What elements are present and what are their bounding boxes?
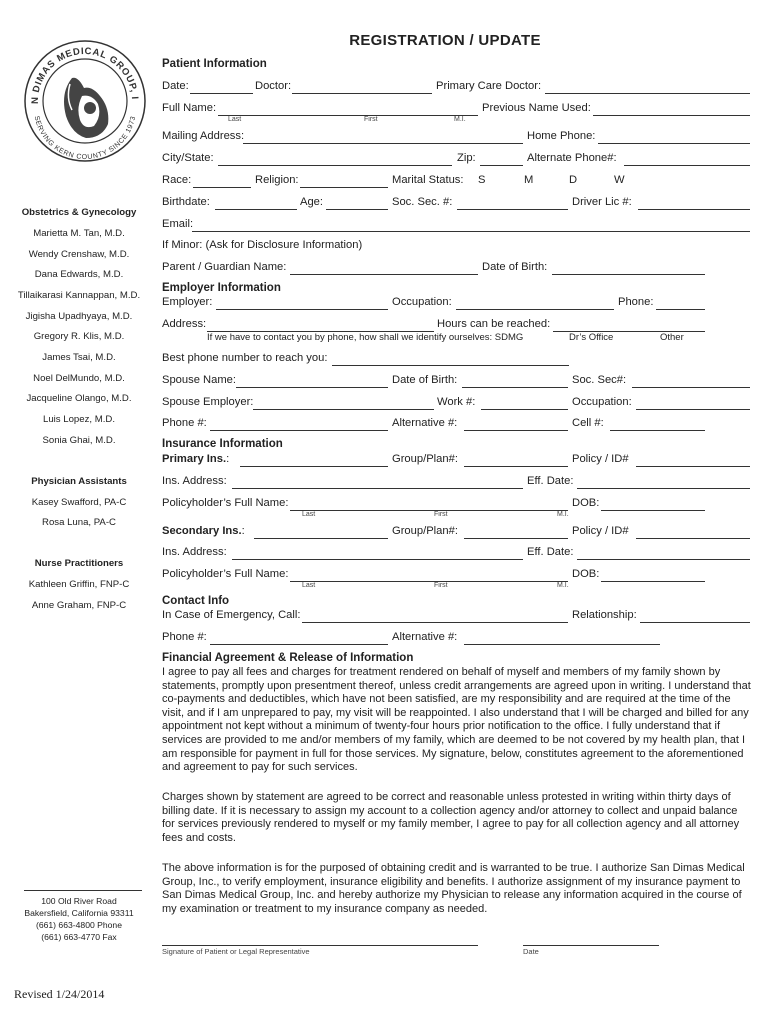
label-marital-status: Marital Status: (392, 174, 464, 186)
np-name: Kathleen Griffin, FNP-C (28, 579, 130, 590)
label-race: Race: (162, 174, 192, 186)
financial-paragraph-2: Charges shown by statement are agreed to be correct and reasonable unless protested in writing within thirty days of billing date. If it is necessary to assign my account to a collection agency and/or attorney to collect and unpaid balance for services previously rendered to myself or my family member, I agree to pay for all collection agency and all attorney fees and costs. (162, 791, 740, 844)
office-phone: (661) 663-4800 Phone (35, 920, 122, 930)
physician-name: Tillaikarasi Kannappan, M.D. (17, 290, 141, 301)
birthdate-field[interactable] (215, 209, 297, 210)
office-address-line: 100 Old River Road (41, 896, 117, 906)
label-email: Email: (162, 218, 194, 230)
ins-address-field-2[interactable] (232, 559, 523, 560)
label-occupation: Occupation: (392, 296, 452, 308)
employer-field[interactable] (216, 309, 388, 310)
best-phone-field[interactable] (332, 365, 569, 366)
label-policyholder-name-2: Policyholder’s Full Name: (162, 568, 289, 580)
label-spouse-ssn: Soc. Sec#: (572, 374, 627, 386)
financial-paragraph-1: I agree to pay all fees and charges for treatment rendered on behalf of myself and members of my family shown by statements, promptly upon presentment thereof, unless credit arrangements are agreed upon in writing. I understand that co-payments and deductibles, which have not been satisfied, are my responsibility and are required at the time of the visit, and if I am unprepared to pay, my visit will be reappointed. I also understand that I will be charged and billed for any appointment not kept without a minimum of twenty-four hours prior notification to the office. I fully understand that if services are provided to me and/or members of my family, which are deemed to be not covered by my health plan, that I am responsible for payment in full for those services. My signature, below, constitutes agreement to the aforementioned and agreement to pay for such services. (162, 666, 751, 774)
spouse-dob-field[interactable] (462, 387, 568, 388)
ssn-field[interactable] (457, 209, 568, 210)
office-address-line: Bakersfield, California 93311 (24, 908, 134, 918)
sublabel-last: Last (302, 582, 316, 589)
policyholder-dob-field[interactable] (601, 510, 705, 511)
svg-text:SERVING KERN COUNTY SINCE 1973: SERVING KERN COUNTY SINCE 1973 (32, 115, 138, 162)
physician-name: Dana Edwards, M.D. (34, 269, 124, 280)
mailing-address-field[interactable] (243, 143, 523, 144)
section-heading-insurance: Insurance Information (162, 438, 283, 450)
sidebar-heading-np: Nurse Practitioners (34, 558, 124, 569)
label-mailing-address: Mailing Address: (162, 130, 245, 142)
drivers-license-field[interactable] (638, 209, 750, 210)
physician-name: Sonia Ghai, M.D. (42, 435, 116, 446)
physician-name: Wendy Crenshaw, M.D. (28, 249, 130, 260)
sidebar-heading-pa: Physician Assistants (31, 476, 127, 487)
physician-name: Jacqueline Olango, M.D. (26, 393, 132, 404)
pa-name: Rosa Luna, PA-C (42, 517, 116, 528)
mother-child-logo-icon (22, 38, 148, 164)
sublabel-first: First (364, 116, 378, 123)
doctor-field[interactable] (292, 93, 432, 94)
work-number-field[interactable] (481, 409, 568, 410)
label-policy-id-2: Policy / ID# (572, 525, 629, 537)
label-policyholder-dob-2: DOB: (572, 568, 600, 580)
label-secondary-ins (162, 525, 245, 537)
option-drs-office[interactable]: Dr’s Office (569, 332, 614, 343)
policy-id-field-2[interactable] (636, 538, 750, 539)
spouse-name-field[interactable] (236, 387, 388, 388)
label-full-name: Full Name: (162, 102, 217, 114)
physician-name: Jigisha Upadhyaya, M.D. (25, 311, 133, 322)
secondary-ins-field[interactable] (254, 538, 388, 539)
sublabel-last: Last (228, 116, 242, 123)
label-home-phone: Home Phone: (527, 130, 596, 142)
sublabel-first: First (434, 582, 448, 589)
eff-date-field[interactable] (577, 488, 750, 489)
physician-name: Gregory R. Klis, M.D. (33, 331, 125, 342)
employer-phone-field[interactable] (656, 309, 705, 310)
label-policyholder-name: Policyholder’s Full Name: (162, 497, 289, 509)
age-field[interactable] (326, 209, 388, 210)
label-spouse-dob: Date of Birth: (392, 374, 458, 386)
alternate-phone-field[interactable] (624, 165, 750, 166)
label-employer: Employer: (162, 296, 213, 308)
section-heading-contact: Contact Info (162, 595, 230, 607)
group-plan-field[interactable] (464, 466, 568, 467)
label-contact-alt-phone: Alternative #: (392, 631, 458, 643)
label-zip: Zip: (457, 152, 476, 164)
label-previous-name: Previous Name Used: (482, 102, 591, 114)
label-birthdate: Birthdate: (162, 196, 210, 208)
sublabel-mi: M.I. (557, 511, 569, 518)
sublabel-mi: M.I. (454, 116, 466, 123)
signature-date-field[interactable] (523, 945, 659, 946)
sublabel-last: Last (302, 511, 316, 518)
marital-option-married[interactable]: M (524, 174, 534, 186)
label-cell: Cell #: (572, 417, 604, 429)
np-name: Anne Graham, FNP-C (31, 600, 127, 611)
signature-caption: Signature of Patient or Legal Representative (162, 947, 310, 956)
race-field[interactable] (193, 187, 251, 188)
label-ins-address-2: Ins. Address: (162, 546, 227, 558)
office-fax: (661) 663-4770 Fax (41, 932, 117, 942)
physician-name: Luis Lopez, M.D. (43, 414, 115, 425)
marital-option-widowed[interactable]: W (614, 174, 625, 186)
pa-name: Kasey Swafford, PA-C (31, 497, 127, 508)
policy-id-field[interactable] (636, 466, 750, 467)
spouse-employer-field[interactable] (253, 409, 434, 410)
city-state-field[interactable] (218, 165, 452, 166)
spouse-alt-phone-field[interactable] (464, 430, 568, 431)
secondary-ins-text: Secondary Ins. (162, 525, 242, 537)
primary-ins-colon: : (226, 453, 230, 465)
spouse-phone-field[interactable] (210, 430, 388, 431)
label-work-number: Work #: (437, 396, 476, 408)
section-heading-employer: Employer Information (162, 282, 281, 294)
label-spouse-phone: Phone #: (162, 417, 207, 429)
spouse-occupation-field[interactable] (636, 409, 750, 410)
label-spouse-name: Spouse Name: (162, 374, 237, 386)
label-spouse-occupation: Occupation: (572, 396, 632, 408)
divider (24, 890, 142, 891)
religion-field[interactable] (300, 187, 388, 188)
policyholder-dob-field-2[interactable] (601, 581, 705, 582)
relationship-field[interactable] (640, 622, 750, 623)
label-age: Age: (300, 196, 324, 208)
logo (22, 38, 148, 164)
marital-option-divorced[interactable]: D (569, 174, 578, 186)
label-emergency-contact: In Case of Emergency, Call: (162, 609, 301, 621)
physician-name: James Tsai, M.D. (42, 352, 116, 363)
label-alternate-phone: Alternate Phone#: (527, 152, 617, 164)
label-eff-date-2: Eff. Date: (527, 546, 574, 558)
primary-ins-field[interactable] (240, 466, 388, 467)
policyholder-name-field-2[interactable] (290, 581, 568, 582)
primary-ins-text: Primary Ins. (162, 453, 227, 465)
secondary-ins-colon: : (241, 525, 245, 537)
sublabel-mi: M.I. (557, 582, 569, 589)
zip-field[interactable] (480, 165, 523, 166)
pcp-field[interactable] (545, 93, 750, 94)
signature-field[interactable] (162, 945, 478, 946)
label-guardian-dob: Date of Birth: (482, 261, 548, 273)
label-group-plan-2: Group/Plan#: (392, 525, 458, 537)
label-best-phone: Best phone number to reach you: (162, 352, 328, 364)
label-relationship: Relationship: (572, 609, 637, 621)
section-heading-patient: Patient Information (162, 58, 267, 70)
contact-phone-field[interactable] (210, 644, 388, 645)
label-spouse-employer: Spouse Employer: (162, 396, 254, 408)
label-spouse-alt-phone: Alternative #: (392, 417, 458, 429)
section-heading-financial: Financial Agreement & Release of Information (162, 652, 414, 664)
page-title: REGISTRATION / UPDATE (349, 32, 541, 49)
label-contact-phone: Phone #: (162, 631, 207, 643)
label-religion: Religion: (255, 174, 299, 186)
physician-name: Noel DelMundo, M.D. (33, 373, 125, 384)
svg-text:SAN DIMAS MEDICAL GROUP, INC.: N DIMAS MEDICAL GROUP, I (29, 45, 141, 105)
label-drivers-license: Driver Lic #: (572, 196, 632, 208)
sublabel-first: First (434, 511, 448, 518)
label-policy-id: Policy / ID# (572, 453, 629, 465)
signature-date-caption: Date (523, 947, 539, 956)
label-group-plan: Group/Plan#: (392, 453, 458, 465)
label-hours-reached: Hours can be reached: (437, 318, 551, 330)
marital-option-single[interactable]: S (478, 174, 486, 186)
minor-disclosure-note: If Minor: (Ask for Disclosure Information) (162, 239, 363, 251)
spouse-ssn-field[interactable] (632, 387, 750, 388)
sidebar-heading-obgyn: Obstetrics & Gynecology (21, 207, 137, 218)
guardian-dob-field[interactable] (552, 274, 705, 275)
label-policyholder-dob: DOB: (572, 497, 600, 509)
ins-address-field[interactable] (232, 488, 523, 489)
eff-date-field-2[interactable] (577, 559, 750, 560)
revision-date: Revised 1/24/2014 (14, 987, 105, 1001)
financial-paragraph-3: The above information is for the purposed of obtaining credit and is warranted to be true. I authorize San Dimas Medical Group, Inc., to verify employment, insurance eligibility and benefits. I authorize assignment of my insurance payment to San Dimas Medical Group, Inc. and hereby authorize my Physician to release any information acquired in the course of my examination or treatment to my insurance company as needed. (162, 862, 745, 915)
label-guardian-name: Parent / Guardian Name: (162, 261, 287, 273)
label-employer-address: Address: (162, 318, 207, 330)
email-field[interactable] (192, 231, 750, 232)
group-plan-field-2[interactable] (464, 538, 568, 539)
contact-identification-note: If we have to contact you by phone, how shall we identify ourselves: SDMG (207, 332, 524, 343)
label-date: Date: (162, 80, 189, 92)
emergency-contact-field[interactable] (302, 622, 568, 623)
full-name-field[interactable] (218, 115, 478, 116)
guardian-name-field[interactable] (290, 274, 478, 275)
label-city-state: City/State: (162, 152, 214, 164)
policyholder-name-field[interactable] (290, 510, 568, 511)
previous-name-field[interactable] (593, 115, 750, 116)
contact-alt-phone-field[interactable] (464, 644, 660, 645)
option-other[interactable]: Other (660, 332, 684, 343)
label-primary-ins (162, 453, 229, 465)
label-eff-date: Eff. Date: (527, 475, 574, 487)
date-field[interactable] (190, 93, 253, 94)
occupation-field[interactable] (456, 309, 614, 310)
label-ssn: Soc. Sec. #: (392, 196, 453, 208)
label-employer-phone: Phone: (618, 296, 654, 308)
label-pcp: Primary Care Doctor: (436, 80, 542, 92)
physician-name: Marietta M. Tan, M.D. (33, 228, 125, 239)
cell-field[interactable] (610, 430, 705, 431)
label-doctor: Doctor: (255, 80, 292, 92)
label-ins-address: Ins. Address: (162, 475, 227, 487)
home-phone-field[interactable] (598, 143, 750, 144)
